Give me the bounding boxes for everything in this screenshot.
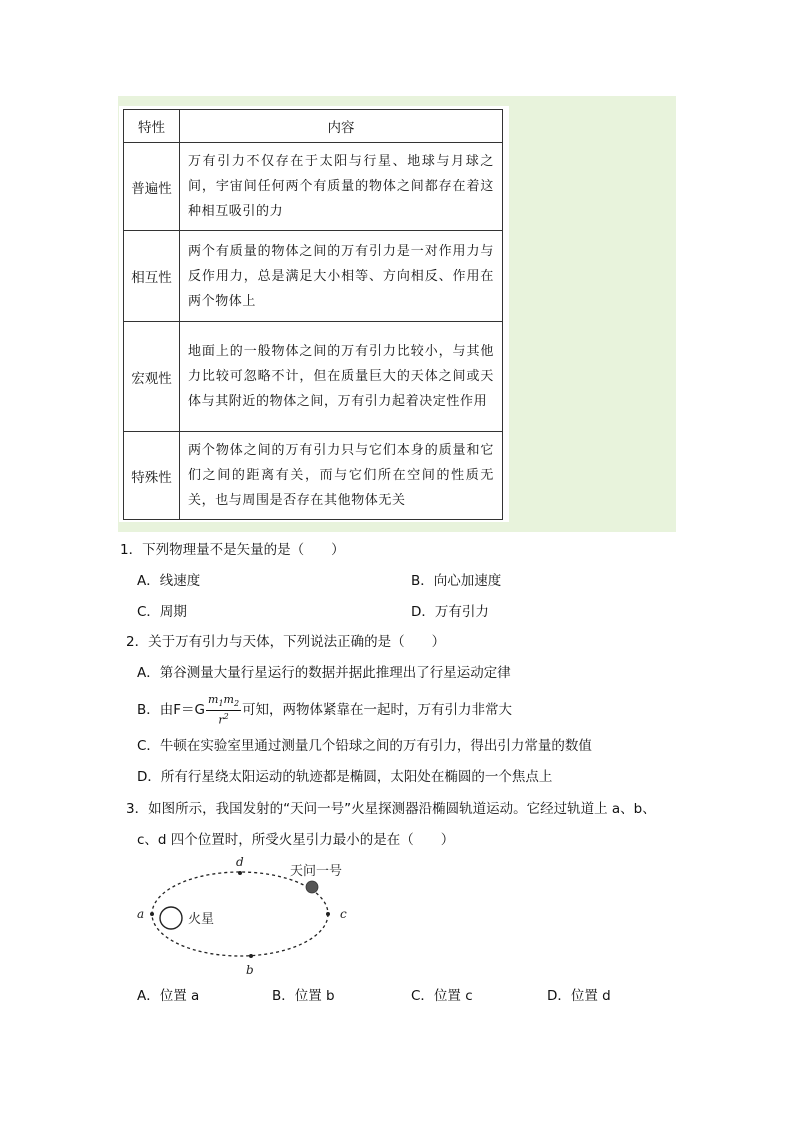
row-content: 两个物体之间的万有引力只与它们本身的质量和它们之间的距离有关，而与它们所在空间的性质无关，也与周围是否存在其他物体无关 [180, 432, 503, 520]
point-d-dot [238, 871, 242, 875]
question-1-option-d: D．万有引力 [411, 604, 489, 620]
mars-circle [160, 907, 182, 929]
row-content: 万有引力不仅存在于太阳与行星、地球与月球之间，宇宙间任何两个有质量的物体之间都存在着这种相互吸引的力 [180, 143, 503, 231]
row-property: 普遍性 [124, 143, 180, 231]
question-2-option-b [137, 692, 512, 728]
gravitation-properties-table [123, 109, 503, 520]
question-2-option-a: A．第谷测量大量行星运行的数据并据此推理出了行星运动定律 [137, 665, 511, 681]
row-property: 宏观性 [124, 322, 180, 432]
point-a-label: a [137, 907, 145, 921]
header-content: 内容 [180, 110, 503, 143]
table-card [119, 106, 509, 522]
table-row [124, 143, 503, 231]
point-b-label: b [246, 963, 254, 977]
header-property: 特性 [124, 110, 180, 143]
point-c-dot [326, 912, 330, 916]
table-row [124, 432, 503, 520]
question-3-option-c: C．位置 c [411, 988, 473, 1004]
point-c-label: c [340, 907, 347, 921]
question-3-option-a: A．位置 a [137, 988, 200, 1004]
row-property: 相互性 [124, 231, 180, 322]
point-d-label: d [236, 855, 244, 869]
question-1-option-b: B．向心加速度 [411, 573, 502, 589]
question-3-option-b: B．位置 b [272, 988, 335, 1004]
table-row [124, 322, 503, 432]
question-3-option-d: D．位置 d [547, 988, 611, 1004]
row-content: 两个有质量的物体之间的万有引力是一对作用力与反作用力，总是满足大小相等、方向相反、作用在两个物体上 [180, 231, 503, 322]
question-2-stem: 2．关于万有引力与天体，下列说法正确的是（ ） [126, 634, 446, 650]
question-1-stem: 1．下列物理量不是矢量的是（ ） [120, 542, 345, 558]
mars-label: 火星 [188, 912, 215, 927]
question-1-option-a: A．线速度 [137, 573, 201, 589]
question-2-option-d: D．所有行星绕太阳运动的轨迹都是椭圆，太阳处在椭圆的一个焦点上 [137, 769, 553, 785]
point-a-dot [150, 912, 154, 916]
question-3-stem-line1: 3．如图所示，我国发射的“天问一号”火星探测器沿椭圆轨道运动。它经过轨道上 a、b、 [126, 801, 656, 817]
table-header-row [124, 110, 503, 143]
point-b-dot [249, 954, 253, 958]
tianwen-probe-dot [306, 881, 318, 893]
gravitation-formula: $\frac{m_1m_2}{r^2}$ [208, 692, 240, 727]
row-content: 地面上的一般物体之间的万有引力比较小，与其他力比较可忽略不计，但在质量巨大的天体之间或天体与其附近的物体之间，万有引力起着决定性作用 [180, 322, 503, 432]
mars-orbit-diagram [130, 852, 370, 982]
tianwen-probe-label: 天问一号 [290, 864, 343, 879]
table-row [124, 231, 503, 322]
question-1-option-c: C．周期 [137, 604, 187, 620]
question-2-option-b-prefix: B．由F＝G [137, 702, 205, 718]
question-2-option-c: C．牛顿在实验室里通过测量几个铅球之间的万有引力，得出引力常量的数值 [137, 738, 592, 754]
question-2-option-b-tail: 可知，两物体紧靠在一起时，万有引力非常大 [242, 702, 513, 718]
question-3-stem-line2: c、d 四个位置时，所受火星引力最小的是在（ ） [137, 832, 455, 848]
row-property: 特殊性 [124, 432, 180, 520]
